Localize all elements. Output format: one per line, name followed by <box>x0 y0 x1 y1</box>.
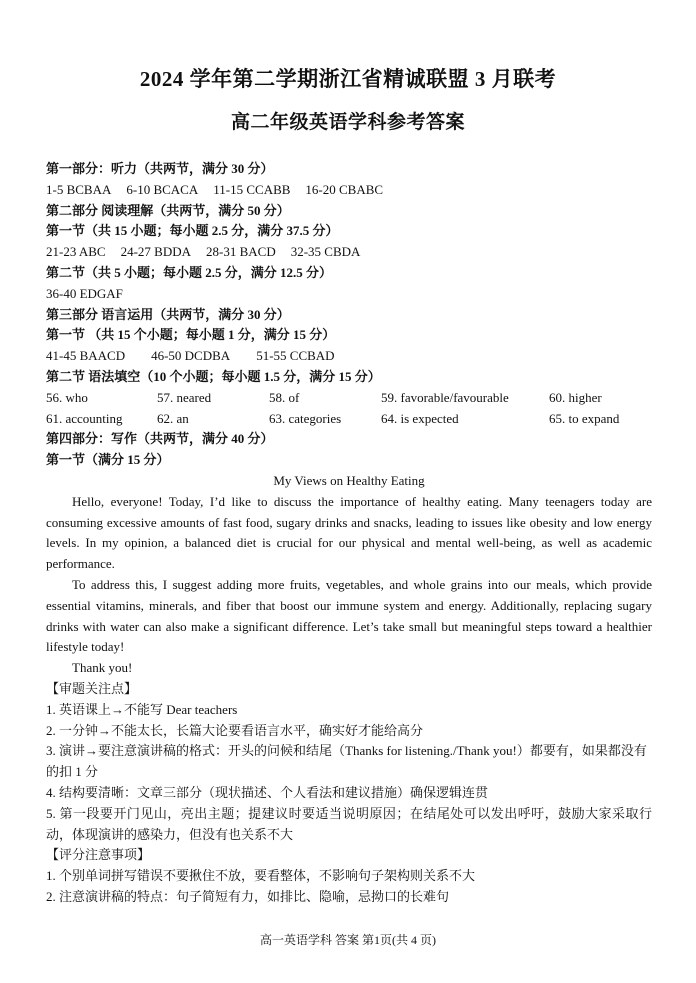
part2-section2-answers <box>46 284 652 305</box>
essay-paragraph: Hello, everyone! Today, I’d like to discuss the importance of healthy eating. Many teenagers today are consuming excessive amounts of fast food, sugary drinks and snacks, leading to issues like obesity and low energy levels. In my opinion, a balanced diet is crucial for our physical and mental well-being, as well as academic performance. <box>46 493 652 572</box>
part3-section1-heading: 第一节 （共 15 个小题；每小题 1 分，满分 15 分） <box>46 327 336 343</box>
answer-group: 6-10 BCACA <box>126 181 199 197</box>
part2-section2-heading: 第二节（共 5 小题；每小题 2.5 分，满分 12.5 分） <box>46 264 333 280</box>
page-footer: 高一英语学科 答案 第1页(共 4 页) <box>260 933 436 947</box>
scoring-note: 2. 注意演讲稿的特点：句子简短有力，如排比、隐喻，忌拗口的长难句 <box>46 888 450 904</box>
part4-section1-heading: 第一节（满分 15 分） <box>46 452 170 468</box>
answer-group: 36-40 EDGAF <box>46 285 123 301</box>
answer-group: 51-55 CCBAD <box>256 348 335 364</box>
part2-heading: 第二部分 阅读理解（共两节，满分 50 分） <box>46 202 290 218</box>
part3-section2-heading: 第二节 语法填空（10 个小题；每小题 1.5 分，满分 15 分） <box>46 368 381 384</box>
grammar-answer: 61. accounting <box>46 410 123 426</box>
scoring-note: 1. 个别单词拼写错误不要揪住不放，要看整体，不影响句子架构则关系不大 <box>46 868 476 884</box>
answer-group: 28-31 BACD <box>206 244 276 260</box>
grammar-answers-row <box>46 388 652 409</box>
grammar-answer: 64. is expected <box>381 410 459 426</box>
part1-answers <box>46 180 652 201</box>
answer-group: 24-27 BDDA <box>120 244 192 260</box>
answer-group: 21-23 ABC <box>46 244 106 260</box>
answer-group: 32-35 CBDA <box>290 244 361 260</box>
answer-group: 41-45 BAACD <box>46 348 126 364</box>
answer-group: 16-20 CBABC <box>305 181 384 197</box>
grammar-answer: 63. categories <box>269 410 342 426</box>
essay-title: My Views on Healthy Eating <box>273 472 425 488</box>
review-point: 1. 英语课上→不能写 Dear teachers <box>46 701 238 717</box>
grammar-answer: 65. to expand <box>549 410 620 426</box>
answer-group: 1-5 BCBAA <box>46 181 112 197</box>
essay-closing: Thank you! <box>72 660 133 676</box>
grammar-answer: 60. higher <box>549 389 602 405</box>
part3-section1-answers <box>46 346 652 367</box>
review-point: 5. 第一段要开门见山，亮出主题；提建议时要适当说明原因；在结尾处可以发出呼吁，鼓励大家采取行动，体现演讲的感染力，但没有也关系不大 <box>46 805 652 842</box>
grammar-answer: 62. an <box>157 410 189 426</box>
review-point: 2. 一分钟→不能太长，长篇大论要看语言水平，确实好才能给高分 <box>46 722 424 738</box>
part1-heading: 第一部分：听力（共两节，满分 30 分） <box>46 161 274 176</box>
grammar-answers-row <box>46 409 652 430</box>
grammar-answer: 59. favorable/favourable <box>381 389 509 405</box>
answer-group: 11-15 CCABB <box>213 181 291 197</box>
answer-group: 46-50 DCDBA <box>151 348 231 364</box>
part3-heading: 第三部分 语言运用（共两节，满分 30 分） <box>46 306 290 322</box>
page-subtitle: 高二年级英语学科参考答案 <box>230 112 465 133</box>
review-point: 4. 结构要清晰：文章三部分（现状描述、个人看法和建议措施）确保逻辑连贯 <box>46 784 489 800</box>
review-points-heading: 【审题关注点】 <box>46 680 138 696</box>
part2-section1-answers <box>46 242 652 263</box>
grammar-answer: 58. of <box>269 389 300 405</box>
part2-section1-heading: 第一节（共 15 小题；每小题 2.5 分，满分 37.5 分） <box>46 223 339 239</box>
answer-content <box>46 159 652 908</box>
page-title: 2024 学年第二学期浙江省精诚联盟 3 月联考 <box>139 67 557 91</box>
part4-heading: 第四部分：写作（共两节，满分 40 分） <box>46 431 274 447</box>
grammar-answer: 56. who <box>46 389 88 405</box>
review-point: 3. 演讲→要注意演讲稿的格式：开头的问候和结尾（Thanks for listening./Thank you!）都要有，如果都没有的扣 1 分 <box>46 743 647 780</box>
essay-paragraph: To address this, I suggest adding more fruits, vegetables, and whole grains into our meals, which provide essential vitamins, minerals, and fiber that boost our immune system and energy. Additionally, replacing sugary drinks with water can also make a significant difference. Let’s take small but meaningful steps toward a healthier lifestyle today! <box>46 576 652 655</box>
grammar-answer: 57. neared <box>157 389 212 405</box>
scoring-notes-heading: 【评分注意事项】 <box>46 847 151 863</box>
